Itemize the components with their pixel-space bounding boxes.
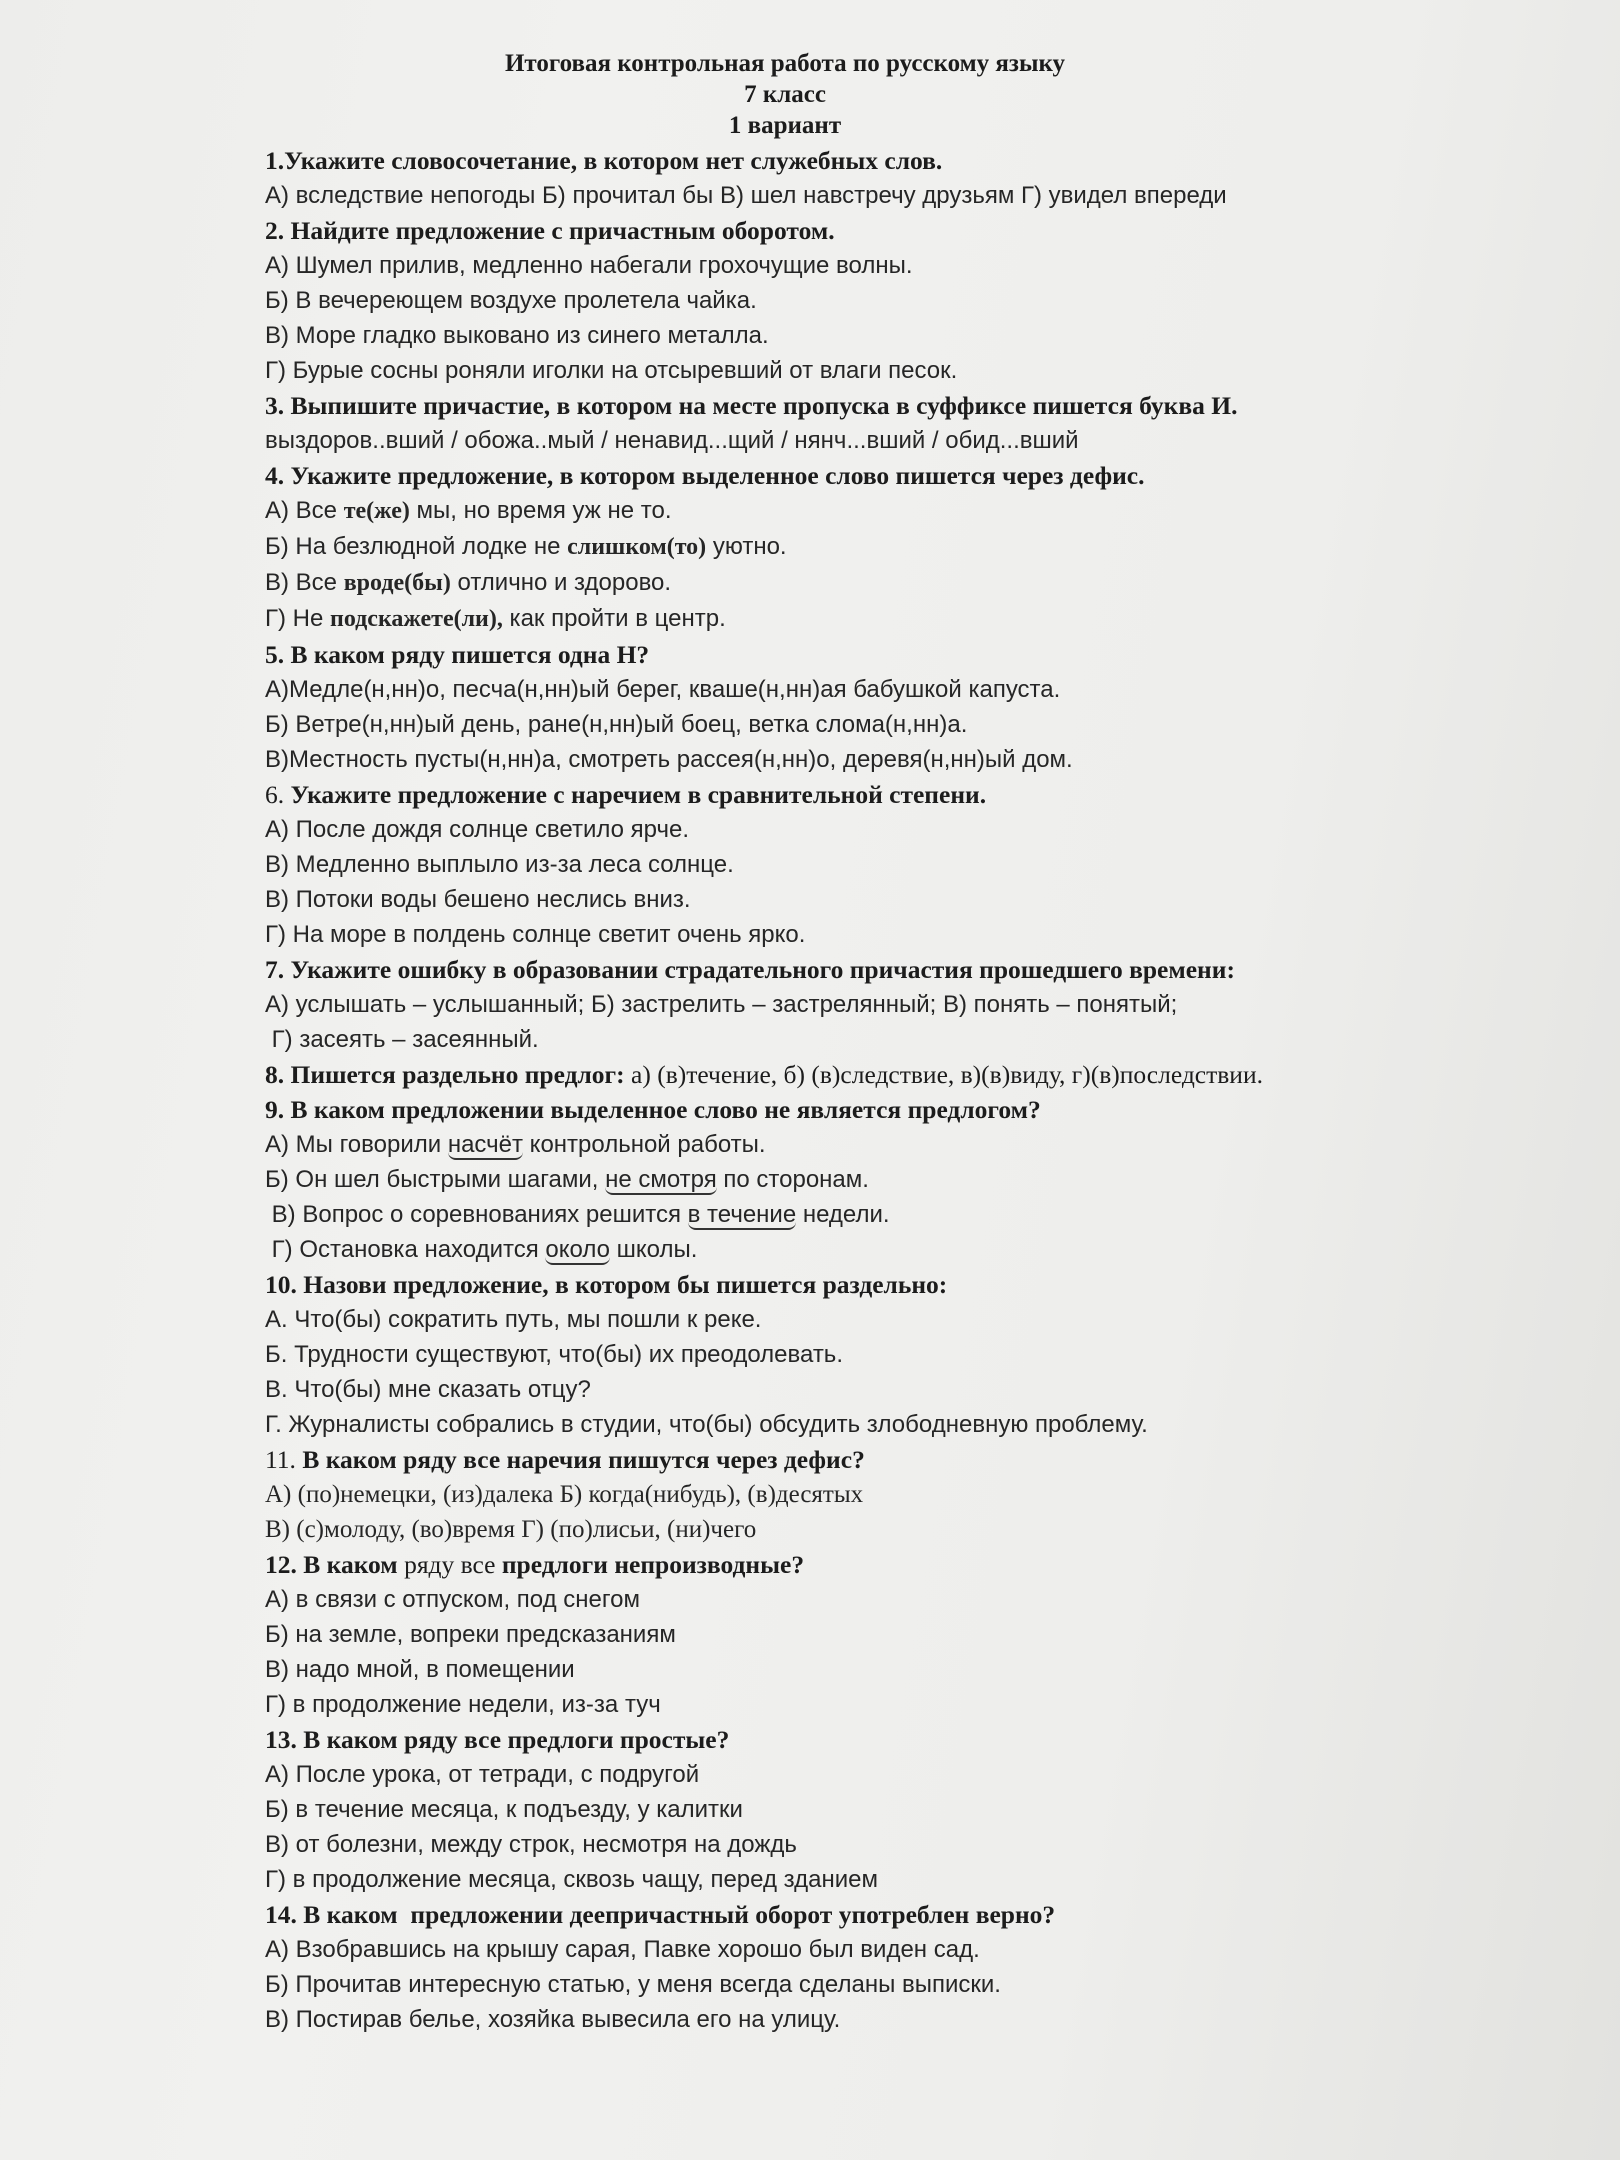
question-7: 7. Укажите ошибку в образовании страдательного причастия прошедшего времени:: [265, 955, 1235, 984]
question-3: 3. Выпишите причастие, в котором на месте пропуска в суффиксе пишется буква И.: [265, 391, 1238, 420]
option-b: Б) На безлюдной лодке не слишком(то) уютно.: [265, 533, 787, 560]
option-d: Г) Бурые сосны роняли иголки на отсыревший от влаги песок.: [265, 357, 958, 384]
option-b: Б) В вечереющем воздухе пролетела чайка.: [265, 287, 757, 314]
option-a: А) После дождя солнце светило ярче.: [265, 816, 689, 843]
option-b: Б) на земле, вопреки предсказаниям: [265, 1621, 676, 1648]
question-9: 9. В каком предложении выделенное слово не является предлогом?: [265, 1095, 1041, 1124]
highlighted-word: вроде(бы): [343, 570, 451, 596]
option-d: Г) Не подскажете(ли), как пройти в центр.: [265, 605, 726, 632]
option-b: Б) Он шел быстрыми шагами, не смотря по сторонам.: [265, 1166, 869, 1193]
option-a: А) Все те(же) мы, но время уж не то.: [265, 497, 672, 524]
question-8: 8. Пишется раздельно предлог: а) (в)течение, б) (в)следствие, в)(в)виду, г)(в)последствии.: [265, 1060, 1263, 1089]
option-a: А. Что(бы) сократить путь, мы пошли к реке.: [265, 1306, 762, 1333]
question-13: 13. В каком ряду все предлоги простые?: [265, 1725, 730, 1754]
option-b: Б) Ветре(н,нн)ый день, ране(н,нн)ый боец, ветка слома(н,нн)а.: [265, 711, 968, 738]
doc-grade: 7 класс: [744, 81, 826, 108]
option-line: А) вследствие непогоды Б) прочитал бы В) шел навстречу друзьям Г) увидел впереди: [265, 182, 1227, 209]
underlined-word: не смотря: [605, 1166, 717, 1193]
highlighted-word: подскажете(ли),: [330, 606, 503, 632]
option-d: Г) в продолжение недели, из-за туч: [265, 1691, 661, 1718]
option-d: Г. Журналисты собрались в студии, что(бы) обсудить злободневную проблему.: [265, 1411, 1148, 1438]
option-d: Г) Остановка находится около школы.: [265, 1236, 698, 1263]
underlined-word: в течение: [687, 1201, 797, 1228]
option-b: Б. Трудности существуют, что(бы) их преодолевать.: [265, 1341, 843, 1368]
question-4: 4. Укажите предложение, в котором выделенное слово пишется через дефис.: [265, 461, 1145, 490]
highlighted-word: слишком(то): [567, 534, 707, 560]
option-b: Б) в течение месяца, к подъезду, у калитки: [265, 1796, 743, 1823]
option-c: В. Что(бы) мне сказать отцу?: [265, 1376, 591, 1403]
option-c: В) от болезни, между строк, несмотря на дождь: [265, 1831, 797, 1858]
option-line: А) услышать – услышанный; Б) застрелить – застрелянный; В) понять – понятый;: [265, 991, 1178, 1018]
option-c: В) надо мной, в помещении: [265, 1656, 575, 1683]
option-c: В) Все вроде(бы) отлично и здорово.: [265, 569, 672, 596]
question-14: 14. В каком предложении деепричастный оборот употреблен верно?: [265, 1900, 1056, 1929]
question-5: 5. В каком ряду пишется одна Н?: [265, 640, 650, 669]
underlined-word: насчёт: [447, 1131, 523, 1158]
option-line: В) (с)молоду, (во)время Г) (по)лисьи, (ни)чего: [265, 1516, 757, 1543]
option-line: Г) засеять – засеянный.: [265, 1026, 539, 1053]
option-a: А)Медле(н,нн)о, песча(н,нн)ый берег, кваше(н,нн)ая бабушкой капуста.: [265, 676, 1061, 703]
option-c: В) Море гладко выковано из синего металла.: [265, 322, 769, 349]
option-d: Г) в продолжение месяца, сквозь чащу, перед зданием: [265, 1866, 878, 1893]
underlined-word: около: [545, 1236, 610, 1263]
question-1: 1.Укажите словосочетание, в котором нет служебных слов.: [265, 146, 943, 175]
option-c: В) Потоки воды бешено неслись вниз.: [265, 886, 691, 913]
option-a: А) в связи с отпуском, под снегом: [265, 1586, 640, 1613]
option-d: Г) На море в полдень солнце светит очень ярко.: [265, 921, 806, 948]
question-11: 11. В каком ряду все наречия пишутся через дефис?: [265, 1445, 865, 1474]
option-a: А) Мы говорили насчёт контрольной работы.: [265, 1131, 766, 1158]
option-a: А) Шумел прилив, медленно набегали грохочущие волны.: [265, 252, 913, 279]
doc-title: Итоговая контрольная работа по русскому языку: [504, 50, 1066, 77]
option-a: А) После урока, от тетради, с подругой: [265, 1761, 700, 1788]
option-c: В) Вопрос о соревнованиях решится в течение недели.: [265, 1201, 890, 1228]
option-b: В) Медленно выплыло из-за леса солнце.: [265, 851, 734, 878]
option-line: выздоров..вший / обожа..мый / ненавид...щий / нянч...вший / обид...вший: [265, 427, 1079, 454]
option-b: Б) Прочитав интересную статью, у меня всегда сделаны выписки.: [265, 1971, 1001, 1998]
option-c: В) Постирав белье, хозяйка вывесила его на улицу.: [265, 2006, 841, 2033]
highlighted-word: те(же): [343, 498, 410, 524]
document-body: [265, 48, 1495, 2037]
question-2: 2. Найдите предложение с причастным оборотом.: [265, 216, 835, 245]
doc-variant: 1 вариант: [728, 112, 842, 139]
option-line: А) (по)немецки, (из)далека Б) когда(нибудь), (в)десятых: [265, 1481, 864, 1508]
option-c: В)Местность пусты(н,нн)а, смотреть рассея(н,нн)о, деревя(н,нн)ый дом.: [265, 746, 1073, 773]
option-a: А) Взобравшись на крышу сарая, Павке хорошо был виден сад.: [265, 1936, 980, 1963]
question-6: 6. Укажите предложение с наречием в сравнительной степени.: [265, 780, 987, 809]
question-12: 12. В каком ряду все предлоги непроизводные?: [265, 1550, 805, 1579]
question-10: 10. Назови предложение, в котором бы пишется раздельно:: [265, 1270, 948, 1299]
